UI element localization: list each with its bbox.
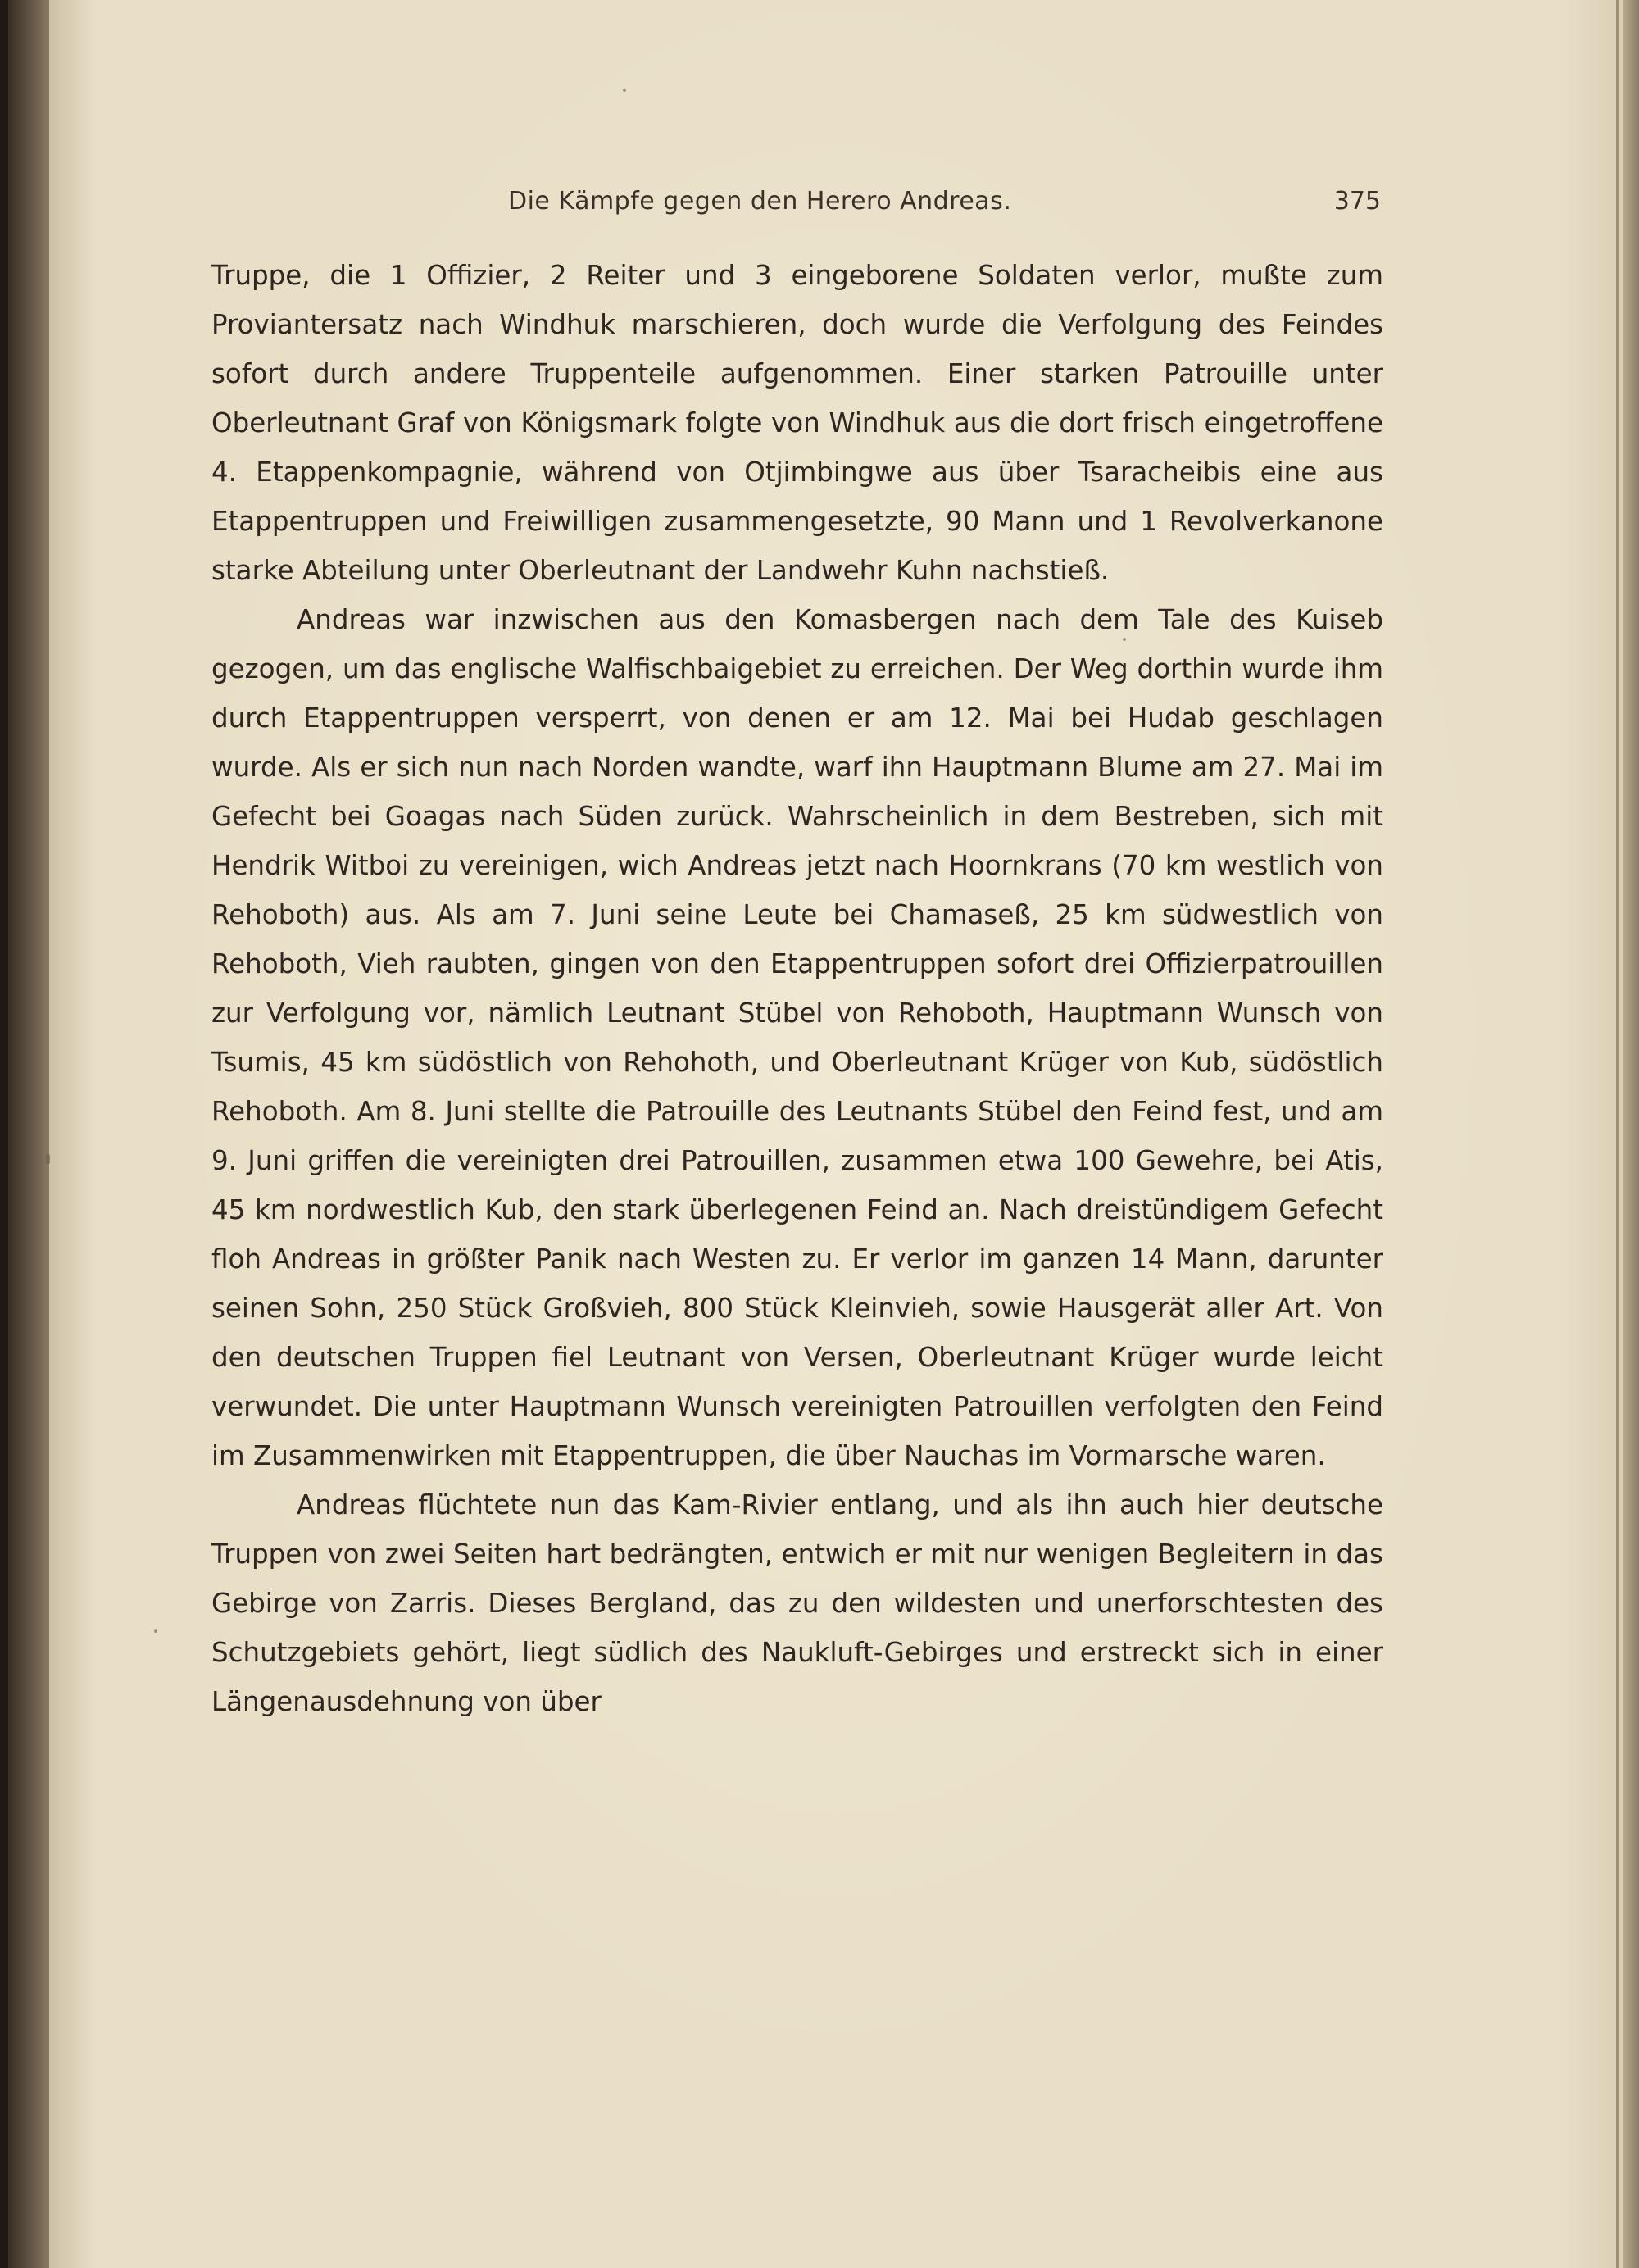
paper-speck bbox=[154, 1629, 157, 1633]
page-edge-line bbox=[1616, 0, 1619, 2268]
page-header bbox=[49, 187, 1623, 228]
page-edge-shadow bbox=[1623, 0, 1639, 2268]
paragraph-2: Andreas war inzwischen aus den Komasbergen nach dem Tale des Kuiseb gezogen, um das englische Walfischbaigebiet zu erreichen. Der Weg dorthin wurde ihm durch Etappentruppen versperrt, von denen er am 12. Mai bei Hudab geschlagen wurde. Als er sich nun nach Norden wandte, warf ihn Hauptmann Blume am 27. Mai im Gefecht bei Goagas nach Süden zurück. Wahrscheinlich in dem Bestreben, sich mit Hendrik Witboi zu vereinigen, wich Andreas jetzt nach Hoornkrans (70 km westlich von Rehoboth) aus. Als am 7. Juni seine Leute bei Chamaseß, 25 km südwestlich von Rehoboth, Vieh raubten, gingen von den Etappentruppen sofort drei Offizierpatrouillen zur Verfolgung vor, nämlich Leutnant Stübel von Rehoboth, Hauptmann Wunsch von Tsumis, 45 km südöstlich von Rehohoth, und Oberleutnant Krüger von Kub, südöstlich Rehoboth. Am 8. Juni stellte die Patrouille des Leutnants Stübel den Feind fest, und am 9. Juni griffen die vereinigten drei Patrouillen, zusammen etwa 100 Gewehre, bei Atis, 45 km nordwestlich Kub, den stark überlegenen Feind an. Nach dreistündigem Gefecht floh Andreas in größter Panik nach Westen zu. Er verlor im ganzen 14 Mann, darunter seinen Sohn, 250 Stück Großvieh, 800 Stück Kleinvieh, sowie Hausgerät aller Art. Von den deutschen Truppen fiel Leutnant von Versen, Oberleutnant Krüger wurde leicht verwundet. Die unter Hauptmann Wunsch vereinigten Patrouillen verfolgten den Feind im Zusammenwirken mit Etappentruppen, die über Nauchas im Vormarsche waren. bbox=[211, 604, 1383, 1471]
paragraph-3: Andreas flüchtete nun das Kam-Rivier entlang, und als ihn auch hier deutsche Truppen von zwei Seiten hart bedrängten, entwich er mit nur wenigen Begleitern in das Gebirge von Zarris. Dieses Bergland, das zu den wildesten und unerforschtesten des Schutzgebiets gehört, liegt südlich des Naukluft-Gebirges und erstreckt sich in einer Längenausdehnung von über bbox=[211, 1489, 1383, 1717]
page-number: 375 bbox=[1333, 187, 1381, 216]
paper-speck bbox=[623, 89, 626, 92]
paper-speck bbox=[1123, 638, 1126, 641]
paragraph-1: Truppe, die 1 Offizier, 2 Reiter und 3 eingeborene Soldaten verlor, mußte zum Proviantersatz nach Windhuk marschieren, doch wurde die Verfolgung des Feindes sofort durch andere Truppenteile aufgenommen. Einer starken Patrouille unter Oberleutnant Graf von Königsmark folgte von Windhuk aus die dort frisch eingetroffene 4. Etappenkompagnie, während von Otjimbingwe aus über Tsaracheibis eine aus Etappentruppen und Freiwilligen zusammengesetzte, 90 Mann und 1 Revolverkanone starke Abteilung unter Oberleutnant der Landwehr Kuhn nachstieß. bbox=[211, 260, 1383, 586]
body-text bbox=[211, 251, 1383, 1726]
running-title: Die Kämpfe gegen den Herero Andreas. bbox=[508, 187, 1012, 216]
binding-shadow bbox=[0, 0, 8, 2268]
paper-speck bbox=[46, 1154, 50, 1164]
book-binding-edge bbox=[0, 0, 51, 2268]
book-page bbox=[49, 0, 1623, 2268]
